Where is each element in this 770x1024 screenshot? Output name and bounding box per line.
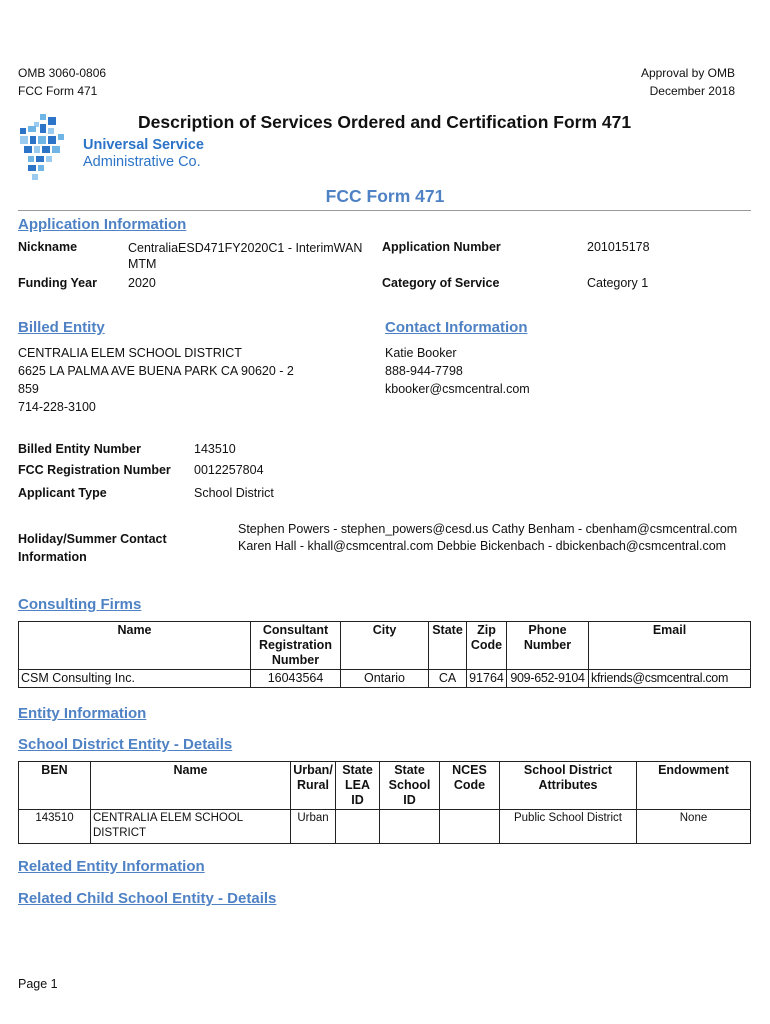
table-cell: None [637,810,751,844]
billed-entity-number-value: 143510 [194,442,236,456]
contact-name: Katie Booker [385,346,457,360]
usac-logo-line2: Administrative Co. [83,154,201,170]
school-district-table [18,761,751,844]
billed-entity-heading: Billed Entity [18,319,105,336]
table-cell: CA [429,670,467,688]
billed-entity-address [18,344,294,416]
page-number: Page 1 [18,977,58,991]
column-header: Name [91,762,291,810]
related-entity-heading: Related Entity Information [18,858,205,875]
table-cell [380,810,440,844]
table-cell: Urban [291,810,336,844]
usac-logo-mark-icon [16,112,86,184]
table-cell: CSM Consulting Inc. [19,670,251,688]
category-label: Category of Service [382,276,500,290]
billed-entity-phone: 714-228-3100 [18,400,96,414]
funding-year-label: Funding Year [18,276,97,290]
usac-logo-line1: Universal Service [83,137,204,153]
column-header: State LEA ID [336,762,380,810]
applicant-type-value: School District [194,486,274,500]
table-cell: 909-652-9104 [507,670,589,688]
table-cell: kfriends@csmcentral.com [589,670,751,688]
application-number-value: 201015178 [587,240,650,254]
entity-info-heading: Entity Information [18,705,147,722]
column-header: Phone Number [507,622,589,670]
holiday-contact-line2: Karen Hall - khall@csmcentral.com Debbie Bickenbach - dbickenbach@csmcentral.com [238,539,727,553]
column-header: City [341,622,429,670]
form-number: FCC Form 471 [18,84,98,98]
column-header: Name [19,622,251,670]
table-header-row [19,622,751,670]
heading-divider [18,210,751,211]
omb-number: OMB 3060-0806 [18,66,107,80]
form-heading: FCC Form 471 [325,186,445,206]
approval-date: December 2018 [649,84,735,98]
table-row [19,810,751,844]
column-header: NCES Code [440,762,500,810]
contact-info-heading: Contact Information [385,319,528,336]
table-cell: CENTRALIA ELEM SCHOOL DISTRICT [91,810,291,844]
school-district-details-heading: School District Entity - Details [18,736,233,753]
table-row [19,670,751,688]
fcc-registration-value: 0012257804 [194,463,264,477]
application-number-label: Application Number [382,240,501,254]
column-header: BEN [19,762,91,810]
table-cell: Ontario [341,670,429,688]
application-info-heading: Application Information [18,216,187,233]
holiday-contact-value [238,521,737,555]
related-child-details-heading: Related Child School Entity - Details [18,890,277,907]
column-header: Email [589,622,751,670]
consulting-firms-heading: Consulting Firms [18,596,142,613]
holiday-contact-line1: Stephen Powers - stephen_powers@cesd.us Cathy Benham - cbenham@csmcentral.com [238,522,738,536]
column-header: State [429,622,467,670]
table-cell: 91764 [467,670,507,688]
column-header: Consultant Registration Number [251,622,341,670]
fcc-registration-label: FCC Registration Number [18,463,171,477]
contact-email: kbooker@csmcentral.com [385,382,530,396]
category-value: Category 1 [587,276,649,290]
table-header-row [19,762,751,810]
table-cell: 143510 [19,810,91,844]
column-header: State School ID [380,762,440,810]
consulting-firms-table [18,621,751,688]
page-title: Description of Services Ordered and Certification Form 471 [138,112,632,132]
applicant-type-label: Applicant Type [18,486,107,500]
contact-block [385,344,530,398]
table-cell [440,810,500,844]
column-header: Endowment [637,762,751,810]
column-header: Urban/ Rural [291,762,336,810]
funding-year-value: 2020 [128,276,156,290]
nickname-label: Nickname [18,240,78,254]
table-cell: 16043564 [251,670,341,688]
table-cell [336,810,380,844]
table-cell: Public School District [500,810,637,844]
nickname-value: CentraliaESD471FY2020C1 - InterimWAN MTM [128,241,363,271]
column-header: Zip Code [467,622,507,670]
contact-phone: 888-944-7798 [385,364,463,378]
billed-entity-address2: 859 [18,382,39,396]
approval-text: Approval by OMB [640,66,735,80]
column-header: School District Attributes [500,762,637,810]
holiday-contact-label: Holiday/Summer Contact Information [18,532,167,564]
billed-entity-name: CENTRALIA ELEM SCHOOL DISTRICT [18,346,242,360]
billed-entity-number-label: Billed Entity Number [18,442,141,456]
billed-entity-address1: 6625 LA PALMA AVE BUENA PARK CA 90620 - 2 [18,364,294,378]
